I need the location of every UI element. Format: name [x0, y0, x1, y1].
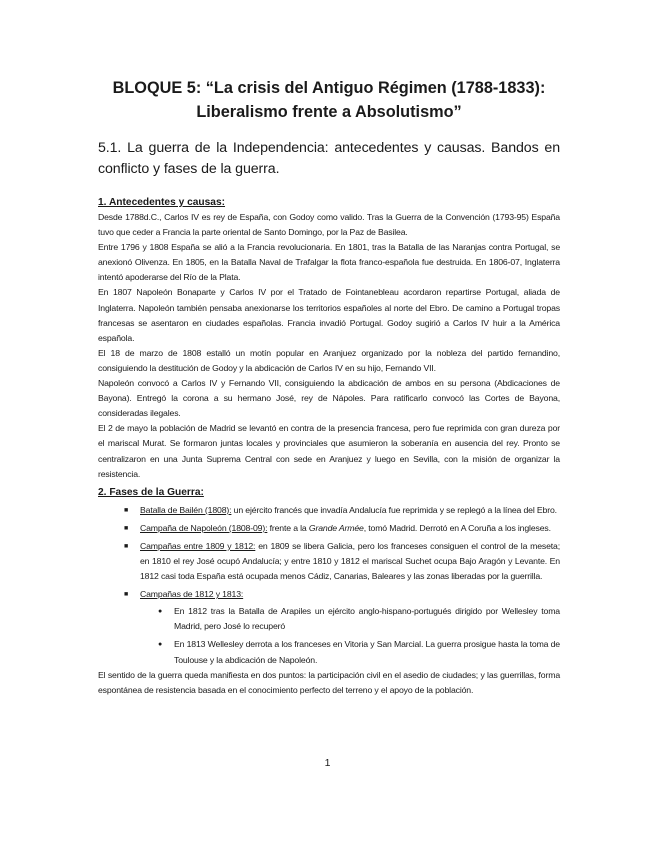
paragraph: Entre 1796 y 1808 España se alió a la Francia revolucionaria. En 1801, tras la Batalla de las Naranjas contra Portugal, se anexionó Olivenza. En 1805, en la Batalla Naval de Trafalgar la flota franco-española fue destruida. En 1806-07, Inglaterra intentó apoderarse del Río de la Plata. — [98, 242, 560, 283]
phase-label: Batalla de Bailén (1808): — [140, 504, 232, 515]
paragraph: Desde 1788d.C., Carlos IV es rey de España, con Godoy como valido. Tras la Guerra de la Convención (1793-95) España tuvo que ceder a Francia la parte oriental de Santo Domingo, por la Paz de Basilea. — [98, 212, 560, 238]
phase-label: Campañas de 1812 y 1813: — [140, 589, 244, 600]
section-subtitle: 5.1. La guerra de la Independencia: antecedentes y causas. Bandos en conflicto y fases de la guerra. — [98, 140, 560, 177]
paragraph: El 18 de marzo de 1808 estalló un motín popular en Aranjuez organizado por la nobleza del partido fernandino, consiguiendo la destitución de Godoy y la abdicación de Carlos IV en su hijo, Fernando VII. — [98, 347, 560, 373]
phase-text: , tomó Madrid. Derrotó en A Coruña a los ingleses. — [363, 522, 551, 533]
section-heading-antecedentes: 1. Antecedentes y causas: — [98, 197, 226, 208]
section-heading-fases: 2. Fases de la Guerra: — [98, 486, 204, 498]
phase-label: Campañas entre 1809 y 1812: — [140, 540, 256, 551]
title-line-2: Liberalismo frente a Absolutismo” — [196, 103, 462, 121]
phase-text-italic: Grande Armée — [308, 522, 364, 533]
document-title — [98, 78, 560, 123]
paragraph: Napoleón convocó a Carlos IV y Fernando VII, consiguiendo la abdicación de ambos en su persona (Abdicaciones de Bayona). Entregó la corona a su hermano José, rey de Nápoles. Para ratificarlo convocó las Cortes de Bayona, consideradas ilegales. — [98, 378, 560, 419]
phase-label: Campaña de Napoleón (1808-09): — [140, 522, 268, 533]
title-line-1: BLOQUE 5: “La crisis del Antiguo Régimen (1788-1833): — [112, 79, 546, 97]
list-item — [98, 539, 560, 584]
document-page — [98, 78, 560, 698]
phase-text: frente a la — [267, 522, 309, 533]
phase-text: en 1809 se libera Galicia, pero los franceses consiguen el control de la meseta; en 1810 el rey José ocupó Andalucía; y entre 1810 y 1812 el mariscal Suchet ocupa Bajo Aragón y Levante. En 1812 casi toda España está ocupada menos Cádiz, Canarias, Baleares y las zonas liberadas por la guerrilla. — [140, 540, 560, 582]
antecedentes-body — [98, 210, 560, 482]
page-number: 1 — [324, 757, 331, 769]
closing-paragraph: El sentido de la guerra queda manifiesta en dos puntos: la participación civil en el asedio de ciudades; y las guerrillas, forma espontánea de resistencia basada en el conocimiento perfecto del terreno y el apoyo de la población. — [98, 669, 560, 695]
phase-text: un ejército francés que invadía Andalucía fue reprimida y se replegó a la línea del Ebro. — [231, 504, 557, 515]
list-item — [98, 503, 560, 518]
sub-list — [140, 604, 560, 667]
sub-list-item: ● En 1812 tras la Batalla de Arapiles un ejército anglo-hispano-portugués dirigido por Wellesley toma Madrid, pero José lo recuperó — [140, 604, 560, 634]
paragraph: El 2 de mayo la población de Madrid se levantó en contra de la presencia francesa, pero fue reprimida con gran dureza por el mariscal Murat. Se formaron juntas locales y provinciales que asumieron la soberanía en ausencia del rey. Pronto se centralizaron en una Junta Suprema Central con sede en Aranjuez y luego en Sevilla, con la misión de organizar la resistencia. — [98, 423, 560, 479]
list-item — [98, 521, 560, 536]
paragraph: En 1807 Napoleón Bonaparte y Carlos IV por el Tratado de Fointanebleau acordaron repartirse Portugal, aliada de Inglaterra. Napoleón también pensaba anexionarse los territorios españoles al norte del Ebro. De camino a Portugal tropas francesas se asentaron en ciudades españolas. Francia invadió Portugal. Godoy sugirió a Carlos IV huir a la América española. — [98, 287, 560, 343]
list-item — [98, 587, 560, 667]
sub-list-item: ● En 1813 Wellesley derrota a los franceses en Vitoria y San Marcial. La guerra prosigue hasta la toma de Toulouse y la abdicación de Napoleón. — [140, 637, 560, 667]
phases-list — [98, 503, 560, 668]
